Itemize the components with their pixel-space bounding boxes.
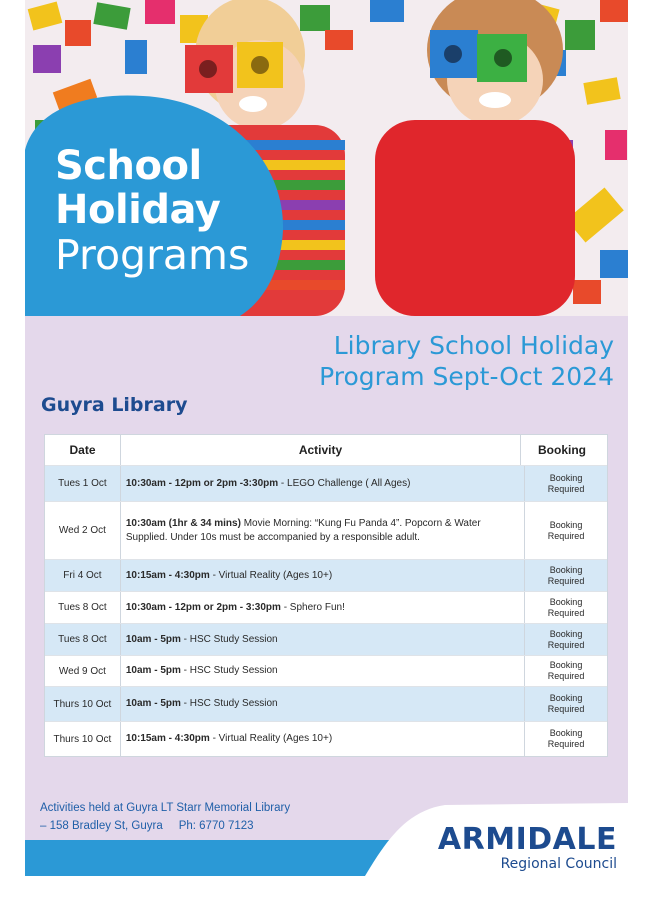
row-date: Tues 8 Oct: [45, 624, 121, 655]
row-activity: [121, 687, 525, 721]
program-title: [234, 330, 614, 392]
program-title-line2: Program Sept-Oct 2024: [319, 362, 614, 391]
table-row: [45, 591, 607, 623]
row-activity-text: - HSC Study Session: [180, 698, 278, 709]
booking-line2: Required: [547, 739, 585, 749]
booking-line2: Required: [547, 530, 585, 541]
row-activity-text: - Virtual Reality (Ages 10+): [209, 733, 333, 744]
row-booking: [525, 722, 607, 756]
booking-line2: Required: [547, 704, 585, 714]
row-activity: [121, 466, 525, 501]
flyer-page: [25, 0, 628, 876]
row-activity: [121, 560, 525, 591]
row-booking: [525, 656, 607, 686]
table-row: [45, 559, 607, 591]
hero-title: [55, 144, 249, 278]
row-time: 10:30am - 12pm or 2pm - 3:30pm: [125, 601, 281, 613]
hero-title-line3: Programs: [55, 231, 250, 279]
row-activity-text: - HSC Study Session: [180, 633, 278, 645]
address-line1: Activities held at Guyra LT Starr Memorial Library: [40, 802, 291, 814]
row-activity-text: - Sphero Fun!: [280, 601, 345, 613]
row-date: Tues 8 Oct: [45, 592, 121, 623]
logo-word: ARMIDALE: [437, 822, 617, 857]
program-title-line1: Library School Holiday: [333, 331, 614, 360]
row-time: 10am - 5pm: [125, 665, 181, 676]
booking-line2: Required: [547, 671, 585, 681]
row-date: Tues 1 Oct: [45, 466, 121, 501]
row-date: Fri 4 Oct: [45, 560, 121, 591]
row-booking: [525, 466, 607, 501]
row-activity-text: - HSC Study Session: [180, 665, 278, 676]
logo-subtitle: Regional Council: [500, 856, 617, 872]
row-booking: [525, 624, 607, 655]
row-booking: [525, 502, 607, 559]
row-activity: [121, 592, 525, 623]
row-activity-text: - LEGO Challenge ( All Ages): [278, 477, 411, 489]
row-date: Thurs 10 Oct: [45, 722, 121, 756]
table-row: [45, 623, 607, 655]
row-activity-text: - Virtual Reality (Ages 10+): [209, 569, 333, 581]
booking-line1: Booking: [549, 596, 583, 607]
row-activity-text: Movie Morning: “Kung Fu Panda 4”. Popcorn & Water Supplied. Under 10s must be accompanied by a responsible adult.: [125, 517, 481, 543]
row-time: 10:15am - 4:30pm: [125, 569, 210, 581]
booking-line2: Required: [547, 607, 585, 618]
header-date: Date: [45, 435, 121, 465]
booking-line2: Required: [547, 483, 585, 494]
booking-line1: Booking: [549, 564, 583, 575]
booking-line1: Booking: [549, 472, 583, 483]
table-row: [45, 501, 607, 559]
row-time: 10:15am - 4:30pm: [125, 733, 210, 744]
row-activity: [121, 502, 525, 559]
booking-line1: Booking: [549, 728, 583, 738]
row-booking: [525, 687, 607, 721]
booking-line2: Required: [547, 575, 585, 586]
booking-line1: Booking: [549, 660, 583, 670]
booking-line1: Booking: [549, 628, 583, 639]
row-time: 10:30am - 12pm or 2pm -3:30pm: [125, 477, 279, 489]
address-line2: – 158 Bradley St, Guyra Ph: 6770 7123: [40, 820, 254, 832]
header-booking: Booking: [538, 442, 586, 457]
hero-title-line2: Holiday: [55, 187, 221, 233]
row-time: 10am - 5pm: [125, 698, 181, 709]
library-address: [40, 799, 290, 835]
table-row: [45, 465, 607, 501]
header-activity: Activity: [121, 435, 521, 465]
table-header-row: [45, 435, 607, 465]
row-activity: [121, 722, 525, 756]
booking-line1: Booking: [549, 519, 583, 530]
row-booking: [525, 592, 607, 623]
library-name: Guyra Library: [41, 394, 188, 416]
booking-line2: Required: [547, 639, 585, 650]
row-date: Wed 2 Oct: [45, 502, 121, 559]
table-row: [45, 686, 607, 721]
booking-line1: Booking: [549, 693, 583, 703]
row-activity: [121, 656, 525, 686]
hero-photo: [25, 0, 628, 316]
row-time: 10am - 5pm: [125, 633, 181, 645]
row-date: Thurs 10 Oct: [45, 687, 121, 721]
row-date: Wed 9 Oct: [45, 656, 121, 686]
row-time: 10:30am (1hr & 34 mins): [125, 517, 241, 529]
row-booking: [525, 560, 607, 591]
row-activity: [121, 624, 525, 655]
table-row: [45, 655, 607, 686]
table-row: [45, 721, 607, 756]
hero-title-line1: School: [55, 143, 202, 189]
schedule-table: [44, 434, 608, 757]
armidale-logo: [425, 824, 617, 872]
